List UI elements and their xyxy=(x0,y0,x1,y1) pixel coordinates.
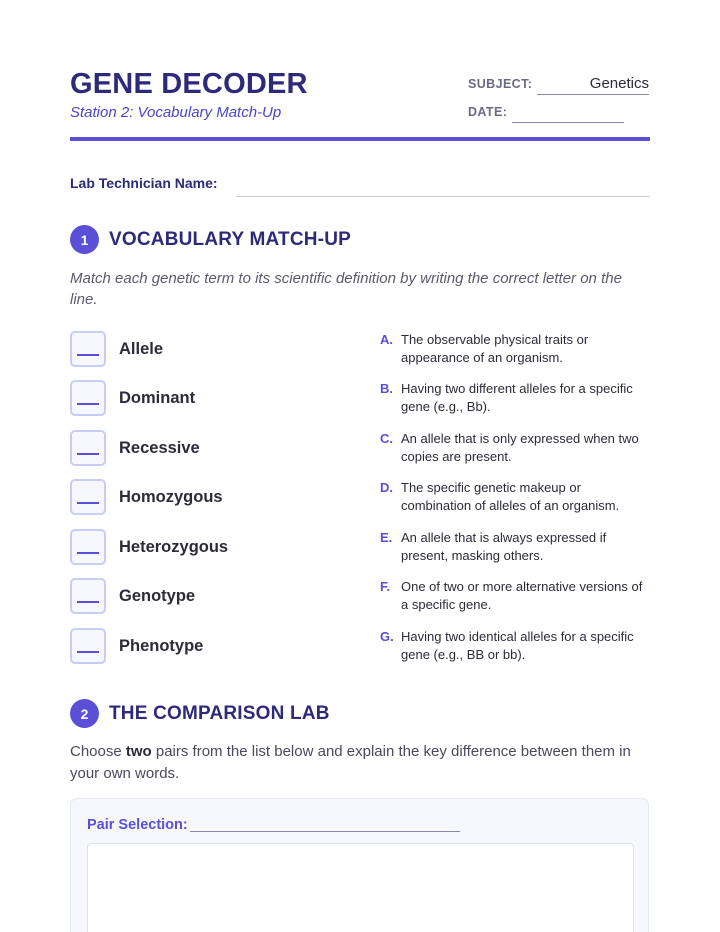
technician-name-field[interactable] xyxy=(236,196,650,197)
date-underline xyxy=(512,122,624,123)
definition-letter: G. xyxy=(380,629,394,644)
answer-box[interactable] xyxy=(70,479,106,515)
section-1-title: VOCABULARY MATCH-UP xyxy=(109,229,351,250)
term-row xyxy=(70,331,360,367)
definition-text: Having two identical alleles for a specific gene (e.g., BB or bb). xyxy=(401,629,634,662)
pair-selection-label: Pair Selection: xyxy=(87,817,188,833)
term-row xyxy=(70,430,360,466)
term-label: Heterozygous xyxy=(119,537,229,556)
definition-text: The observable physical traits or appearance of an organism. xyxy=(401,332,589,365)
term-row xyxy=(70,380,360,416)
answer-box[interactable] xyxy=(70,331,106,367)
term-label: Genotype xyxy=(119,586,196,605)
worksheet-title: GENE DECODER xyxy=(70,68,308,100)
term-label: Phenotype xyxy=(119,636,204,655)
instructions-text: pairs from the list below and explain the key difference between them in your own words. xyxy=(70,743,631,782)
definition-letter: D. xyxy=(380,480,393,495)
answer-blank xyxy=(77,651,99,653)
definition-item xyxy=(380,331,652,367)
definition-text: One of two or more alternative versions of a specific gene. xyxy=(401,579,643,612)
definition-letter: A. xyxy=(380,332,393,347)
subject-underline xyxy=(537,94,649,95)
answer-blank xyxy=(77,403,99,405)
definition-text: The specific genetic makeup or combination of alleles of an organism. xyxy=(401,480,620,513)
term-row xyxy=(70,479,360,515)
answer-box[interactable] xyxy=(70,430,106,466)
pair-selection-field[interactable] xyxy=(190,831,460,832)
worksheet-subtitle: Station 2: Vocabulary Match-Up xyxy=(70,104,282,121)
definition-text: An allele that is always expressed if present, masking others. xyxy=(401,530,607,563)
definition-item xyxy=(380,578,652,614)
answer-blank xyxy=(77,354,99,356)
match-instructions: Match each genetic term to its scientific definition by writing the correct letter on the line. xyxy=(70,270,622,308)
technician-label: Lab Technician Name: xyxy=(70,175,218,191)
term-label: Homozygous xyxy=(119,487,223,506)
answer-box[interactable] xyxy=(70,529,106,565)
definition-item xyxy=(380,628,652,664)
instructions-text: Choose xyxy=(70,743,126,760)
definition-item xyxy=(380,479,652,515)
comparison-card xyxy=(70,798,649,932)
term-row xyxy=(70,529,360,565)
term-row xyxy=(70,578,360,614)
definition-letter: E. xyxy=(380,530,393,545)
explanation-answer-box[interactable] xyxy=(87,843,634,932)
comparison-instructions xyxy=(70,741,650,784)
answer-box[interactable] xyxy=(70,578,106,614)
section-2-badge: 2 xyxy=(70,699,99,728)
answer-blank xyxy=(77,502,99,504)
header-divider xyxy=(70,137,650,141)
subject-label: SUBJECT: xyxy=(468,77,533,91)
definition-text: An allele that is only expressed when two copies are present. xyxy=(401,431,639,464)
answer-blank xyxy=(77,552,99,554)
date-label: DATE: xyxy=(468,105,508,119)
definition-letter: F. xyxy=(380,579,391,594)
definition-item xyxy=(380,430,652,466)
section-2-title: THE COMPARISON LAB xyxy=(109,703,330,724)
answer-box[interactable] xyxy=(70,628,106,664)
term-label: Dominant xyxy=(119,388,196,407)
term-row xyxy=(70,628,360,664)
answer-blank xyxy=(77,601,99,603)
term-label: Allele xyxy=(119,339,164,358)
definition-letter: B. xyxy=(380,381,393,396)
instructions-emphasis: two xyxy=(125,743,152,760)
definition-item xyxy=(380,380,652,416)
answer-box[interactable] xyxy=(70,380,106,416)
definition-text: Having two different alleles for a specific gene (e.g., Bb). xyxy=(401,381,633,414)
definition-letter: C. xyxy=(380,431,393,446)
definition-item xyxy=(380,529,652,565)
section-1-badge: 1 xyxy=(70,225,99,254)
subject-field[interactable]: Genetics xyxy=(589,75,649,92)
answer-blank xyxy=(77,453,99,455)
term-label: Recessive xyxy=(119,438,200,457)
